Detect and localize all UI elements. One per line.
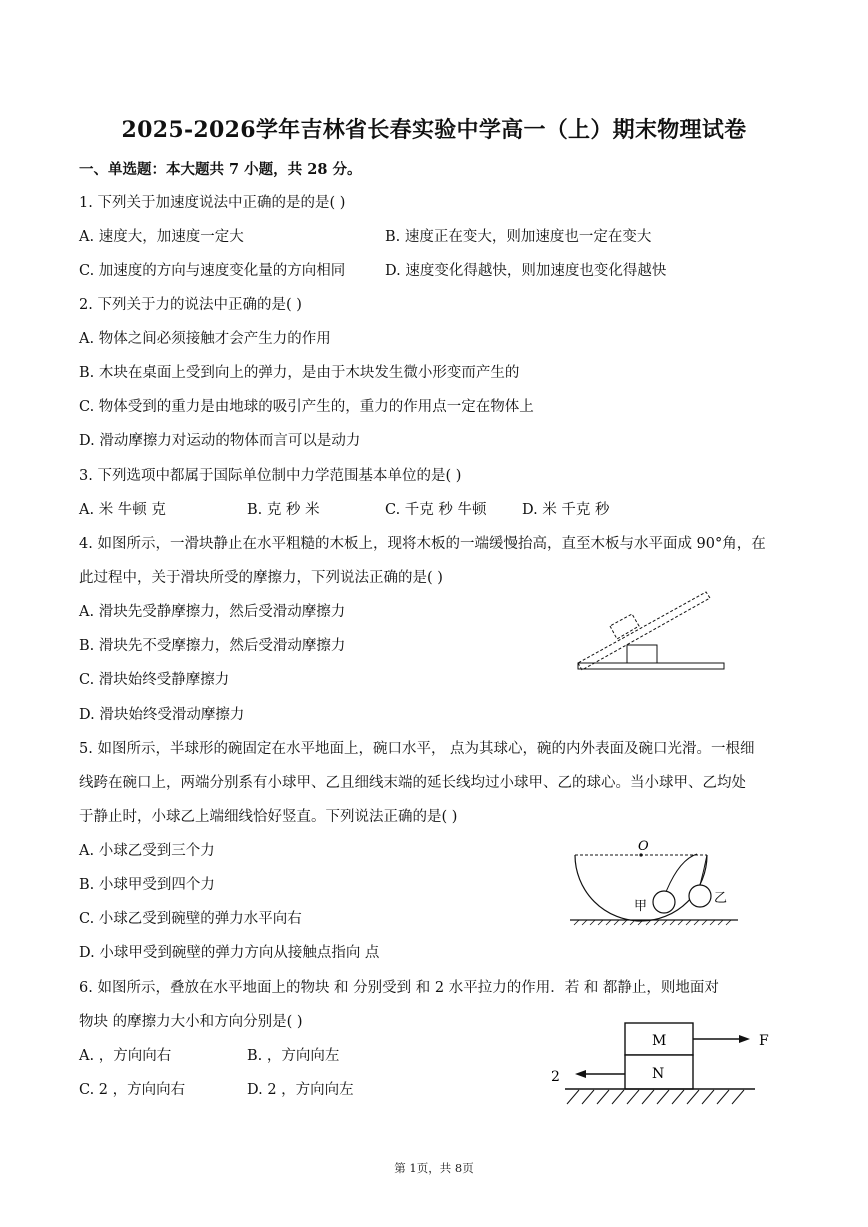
q2-option-b: B. 木块在桌面上受到向上的弹力，是由于木块发生微小形变而产生的 <box>79 365 520 381</box>
section-heading: 一、单选题：本大题共 7 小题，共 28 分。 <box>79 161 362 178</box>
q5-option-a: A. 小球乙受到三个力 <box>79 843 215 859</box>
q3-option-c: C. 千克 秒 牛顿 <box>385 502 487 518</box>
q6-force-f-arrowhead <box>739 1035 750 1043</box>
q6-option-a: A. ，方向向右 <box>79 1048 172 1064</box>
q5-option-b: B. 小球甲受到四个力 <box>79 877 215 893</box>
q2-stem: 2. 下列关于力的说法中正确的是( ) <box>79 297 302 313</box>
q3-option-d: D. 米 千克 秒 <box>522 502 610 518</box>
page-footer: 第 1页，共 8页 <box>394 1161 474 1175</box>
q6-stem-line2: 物块 的摩擦力大小和方向分别是( ) <box>79 1014 303 1030</box>
q1-option-c: C. 加速度的方向与速度变化量的方向相同 <box>79 263 346 279</box>
q5-label-yi: 乙 <box>714 891 728 906</box>
q6-force-2f-arrowhead <box>575 1070 586 1078</box>
q5-option-c: C. 小球乙受到碗壁的弹力水平向右 <box>79 911 302 927</box>
q5-label-o: O <box>638 839 649 854</box>
q5-ball-jia <box>653 891 675 913</box>
exam-title: 2025-2026学年吉林省长春实验中学高一（上）期末物理试卷 <box>121 117 747 143</box>
q5-label-jia: 甲 <box>634 899 648 914</box>
q6-option-c: C. 2 ，方向向右 <box>79 1082 186 1098</box>
q6-stem-line1: 6. 如图所示，叠放在水平地面上的物块 和 分别受到 和 2 水平拉力的作用．若 和 都静止，则地面对 <box>79 980 719 996</box>
q3-option-b: B. 克 秒 米 <box>247 502 320 518</box>
q4-stem-line2: 此过程中，关于滑块所受的摩擦力，下列说法正确的是( ) <box>79 570 443 586</box>
q4-support-block <box>627 645 657 663</box>
q5-stem-line2: 线跨在碗口上，两端分别系有小球甲、乙且细线末端的延长线均过小球甲、乙的球心。当小球甲、乙均处 <box>79 775 746 791</box>
q4-stem-line1: 4. 如图所示，一滑块静止在水平粗糙的木板上，现将木板的一端缓慢抬高，直至木板与水平面成 90°角，在 <box>79 536 766 552</box>
q2-option-d: D. 滑动摩擦力对运动的物体而言可以是动力 <box>79 433 361 449</box>
q4-option-b: B. 滑块先不受摩擦力，然后受滑动摩擦力 <box>79 638 346 654</box>
q4-option-c: C. 滑块始终受静摩擦力 <box>79 672 230 688</box>
q1-option-b: B. 速度正在变大，则加速度也一定在变大 <box>385 229 652 245</box>
q3-option-a: A. 米 牛顿 克 <box>79 502 166 518</box>
q6-blocks-figure <box>545 1018 775 1113</box>
q1-option-a: A. 速度大，加速度一定大 <box>79 229 244 245</box>
q5-bowl-figure <box>560 830 740 930</box>
q6-label-2: 2 <box>551 1069 560 1085</box>
q6-option-b: B. ，方向向左 <box>247 1048 340 1064</box>
q2-option-c: C. 物体受到的重力是由地球的吸引产生的，重力的作用点一定在物体上 <box>79 399 534 415</box>
q6-ground-hatching <box>567 1090 744 1104</box>
q4-option-d: D. 滑块始终受滑动摩擦力 <box>79 707 245 723</box>
q6-label-n: N <box>652 1066 665 1082</box>
q4-table-board <box>578 663 724 669</box>
q2-option-a: A. 物体之间必须接触才会产生力的作用 <box>79 331 331 347</box>
q5-ball-yi <box>689 885 711 907</box>
q5-stem-line3: 于静止时，小球乙上端细线恰好竖直。下列说法正确的是( ) <box>79 809 458 825</box>
q5-option-d: D. 小球甲受到碗壁的弹力方向从接触点指向 点 <box>79 945 380 961</box>
q6-label-f: F <box>759 1033 769 1049</box>
q4-option-a: A. 滑块先受静摩擦力，然后受滑动摩擦力 <box>79 604 346 620</box>
q1-stem: 1. 下列关于加速度说法中正确的是的是( ) <box>79 195 346 211</box>
q1-option-d: D. 速度变化得越快，则加速度也变化得越快 <box>385 263 667 279</box>
q5-ground-hatching <box>574 920 731 925</box>
q4-incline-figure <box>570 588 735 678</box>
q5-stem-line1: 5. 如图所示，半球形的碗固定在水平地面上，碗口水平， 点为其球心，碗的内外表面及碗口光滑。一根细 <box>79 741 755 757</box>
q6-option-d: D. 2 ，方向向左 <box>247 1082 354 1098</box>
q4-slider-block <box>610 614 639 639</box>
q6-label-m: M <box>652 1033 667 1049</box>
q3-stem: 3. 下列选项中都属于国际单位制中力学范围基本单位的是( ) <box>79 468 462 484</box>
